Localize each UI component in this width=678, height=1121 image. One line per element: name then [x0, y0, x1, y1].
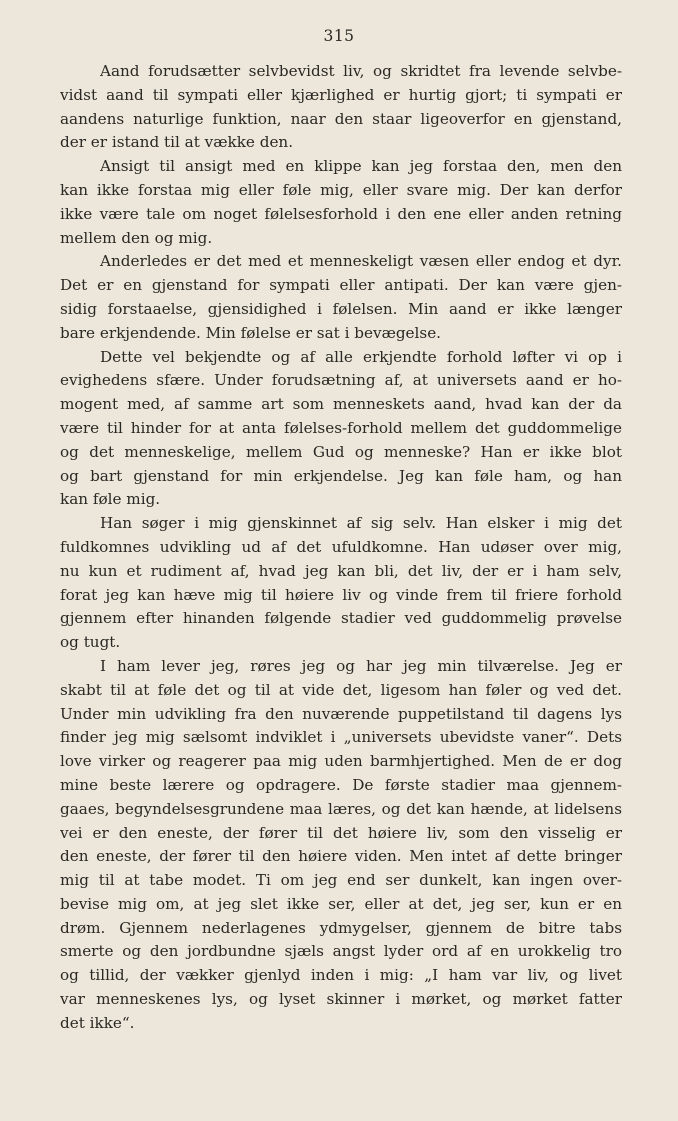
text-line: forat jeg kan hæve mig til høiere liv og vinde frem til friere forhold: [60, 585, 622, 604]
text-line: smerte og den jordbundne sjæls angst lyder ord af en urokkelig tro: [60, 942, 622, 961]
page-number: 315: [323, 27, 355, 45]
text-line: gaaes, begyndelsesgrundene maa læres, og det kan hænde, at lidelsens: [60, 799, 622, 818]
text-line: mellem den og mig.: [60, 228, 213, 247]
text-line: og tillid, der vækker gjenlyd inden i mig: „I ham var liv, og livet: [60, 966, 622, 985]
text-line: mig til at tabe modet. Ti om jeg end ser dunkelt, kan ingen over-: [60, 871, 622, 890]
text-line: I ham lever jeg, røres jeg og har jeg min tilværelse. Jeg er: [100, 656, 622, 675]
text-line: Det er en gjenstand for sympati eller antipati. Der kan være gjen-: [60, 276, 622, 295]
text-line: og det menneskelige, mellem Gud og menneske? Han er ikke blot: [60, 442, 622, 461]
text-line: og tugt.: [60, 633, 121, 652]
text-line: Ansigt til ansigt med en klippe kan jeg forstaa den, men den: [100, 157, 622, 176]
text-line: Anderledes er det med et menneskeligt væsen eller endog et dyr.: [100, 252, 622, 271]
text-line: love virker og reagerer paa mig uden barmhjertighed. Men de er dog: [60, 752, 622, 771]
text-line: ikke være tale om noget følelsesforhold i den ene eller anden retning: [60, 204, 622, 223]
text-line: var menneskenes lys, og lyset skinner i mørket, og mørket fatter: [60, 990, 622, 1009]
text-line: Dette vel bekjendte og af alle erkjendte forhold løfter vi op i: [100, 347, 622, 366]
text-line: mine beste lærere og opdragere. De første stadier maa gjennem-: [60, 775, 622, 794]
text-line: finder jeg mig sælsomt indviklet i „universets ubevidste vaner“. Dets: [60, 728, 622, 747]
text-line: bare erkjendende. Min følelse er sat i bevægelse.: [60, 323, 442, 342]
text-line: fuldkomnes udvikling ud af det ufuldkomne. Han udøser over mig,: [60, 537, 622, 556]
text-line: vidst aand til sympati eller kjærlighed er hurtig gjort; ti sympati er: [60, 85, 622, 104]
text-line: Aand forudsætter selvbevidst liv, og skridtet fra levende selvbe-: [100, 62, 622, 80]
text-line: Under min udvikling fra den nuværende puppetilstand til dagens lys: [60, 704, 622, 723]
text-line: skabt til at føle det og til at vide det, ligesom han føler og ved det.: [60, 680, 622, 699]
text-line: kan ikke forstaa mig eller føle mig, eller svare mig. Der kan derfor: [60, 180, 622, 199]
text-line: nu kun et rudiment af, hvad jeg kan bli, det liv, der er i ham selv,: [60, 561, 622, 580]
text-line: der er istand til at vække den.: [60, 133, 294, 152]
text-line: det ikke“.: [60, 1013, 135, 1032]
text-line: være til hinder for at anta følelses-forhold mellem det guddommelige: [60, 418, 622, 437]
page-text: [60, 60, 622, 1036]
text-line: aandens naturlige funktion, naar den staar ligeoverfor en gjenstand,: [60, 109, 622, 128]
text-line: Han søger i mig gjenskinnet af sig selv. Han elsker i mig det: [100, 514, 622, 533]
text-line: evighedens sfære. Under forudsætning af, at universets aand er ho-: [60, 371, 622, 390]
text-line: mogent med, af samme art som menneskets aand, hvad kan der da: [60, 395, 622, 414]
text-line: og bart gjenstand for min erkjendelse. Jeg kan føle ham, og han: [60, 466, 622, 485]
text-line: kan føle mig.: [60, 490, 161, 509]
text-line: den eneste, der fører til den høiere viden. Men intet af dette bringer: [60, 847, 622, 866]
text-line: sidig forstaaelse, gjensidighed i følelsen. Min aand er ikke længer: [60, 299, 622, 318]
text-line: gjennem efter hinanden følgende stadier ved guddommelig prøvelse: [60, 609, 622, 628]
text-line: bevise mig om, at jeg slet ikke ser, eller at det, jeg ser, kun er en: [60, 894, 622, 913]
text-line: drøm. Gjennem nederlagenes ydmygelser, gjennem de bitre tabs: [60, 918, 622, 937]
text-line: vei er den eneste, der fører til det høiere liv, som den visselig er: [60, 823, 622, 842]
